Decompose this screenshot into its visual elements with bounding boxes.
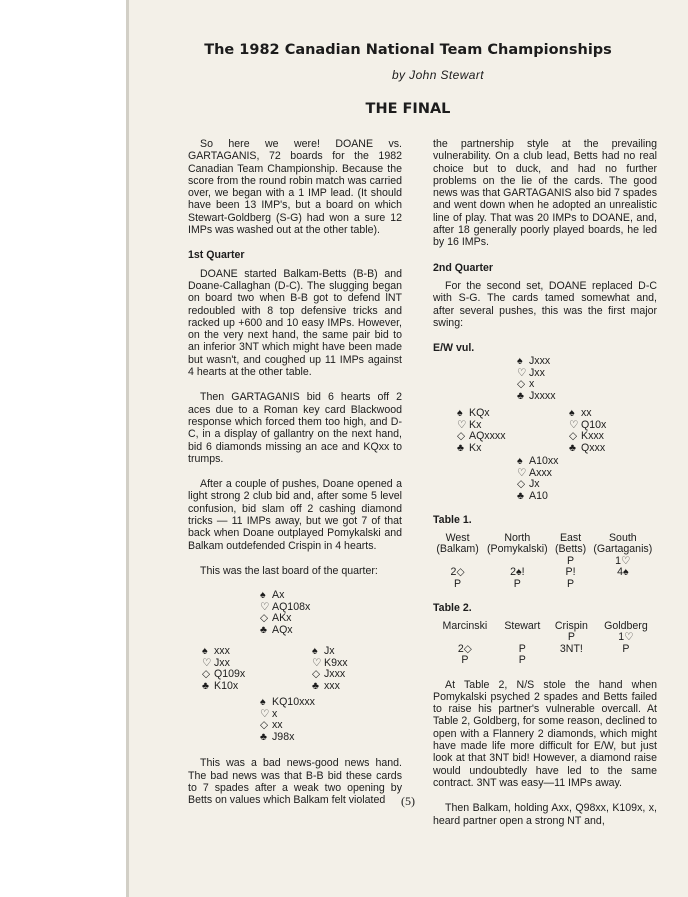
auction-table-1 [433,533,657,591]
spade-icon: ♠ [260,589,266,602]
left-paragraph-6: This was a bad news-good news hand. The bad news was that B-B bid these cards to 7 spades after a weak two opening by Betts on values which Balkam felt violated [188,757,402,807]
spade-icon: ♠ [202,645,208,658]
auction-row: P P P [454,577,575,590]
diamond-icon: ◇ [260,612,269,625]
right-paragraph-1: the partnership style at the prevailing vulnerability. On a club lead, Betts had no real choice but to duck, and had no further problems on the lie of the cards. The good news was that GARTAGANIS also bid 7 spades and went down when he adopted an unrealistic line of play. That was 20 IMPs to DOANE, and, after 18 generally poorly played boards, he led by 16 IMPs. [433,138,657,249]
article-byline: by John Stewart [391,68,485,82]
auction-row: P 1♡ [567,631,634,644]
auction-row: P P [461,654,526,667]
hand2-east: ♠ xx ♡ Q10x ◇ Kxxx ♣ Qxxx [569,407,607,454]
club-icon: ♣ [260,623,267,636]
hand-line: ♠ Ax [260,589,285,602]
subheading-1st-quarter: 1st Quarter [188,249,245,262]
diamond-icon: ◇ [569,430,578,443]
auction-row: P 1♡ [567,554,631,567]
left-paragraph-1: So here we were! DOANE vs. GARTAGANIS, 72 boards for the 1982 Canadian Team Championship. Because the score from the round robin match was carried over, we began with a 1 IMP lead. (It should have been 13 IMP's, but a board on which Stewart-Goldberg (S-G) had won a sure 12 IMPs was washed out at the other table). [188,138,402,237]
section-heading: THE FINAL [365,101,451,117]
diamond-icon: ◇ [457,430,466,443]
club-icon: ♣ [260,730,267,743]
left-paragraph-4: After a couple of pushes, Doane opened a light strong 2 club bid and, after some 5 level confusion, bid slam off 2 cashing diamond tricks — 11 IMPs away, but we got 7 of that back when Doane outplayed Pomykalski and Balkam outdefended Crispin in 4 hearts. [188,478,402,552]
club-icon: ♣ [569,441,576,454]
right-paragraph-3: At Table 2, N/S stole the hand when Pomykalski psyched 2 spades and Betts failed to raise his partner's vulnerable overcall. At Table 2, Goldberg, for some reason, declined to open with a Flannery 2 diamonds, which might have made life more difficult for E/W, but just look at that 3NT bid! However, a diamond raise would undoubtedly have led to the same contract. 3NT was easy—11 IMPs away. [433,678,657,789]
spade-icon: ♠ [312,645,318,658]
club-icon: ♣ [457,441,464,454]
auction-row: 2◇ P 3NT! P [457,642,630,655]
auction-header-row: (Balkam) (Pomykalski) (Betts) (Gartaganis) [436,543,653,556]
spade-icon: ♠ [517,355,523,368]
hand1-east: ♠ Jx ♡ K9xx ◇ Jxxx ♣ xxx [312,645,348,692]
hand1-west: ♠ xxx ♡ Jxx ◇ Q109x ♣ K10x [202,645,246,692]
left-paragraph-2: DOANE started Balkam-Betts (B-B) and Doane-Callaghan (D-C). The slugging began on board two when B-B got to defend lNT redoubled with 8 top defensive tricks and racked up +600 and 10 easy IMPs. However, on the very next hand, the same pair bid to an inferior 3NT which might have been made but wasn't, and coughed up 11 IMPs against 4 hearts at the other table. [188,267,402,379]
heart-icon: ♡ [517,366,527,379]
heart-icon: ♡ [260,600,270,613]
heart-icon: ♡ [457,418,467,431]
club-icon: ♣ [517,389,524,402]
page-edge [126,0,129,897]
diamond-icon: ◇ [202,668,211,681]
bridge-hand-diagram-2 [433,356,657,504]
auction-row: 2◇ 2♠! P! 4♠ [450,566,629,579]
hand2-south: ♠ A10xx ♡ Axxx ◇ Jx ♣ A10 [517,455,559,502]
table-1-caption: Table 1. [433,514,472,527]
auction-header-row: Marcinski Stewart Crispin Goldberg [442,619,648,632]
hand2-north: ♠ Jxxx ♡ Jxx ◇ x ♣ Jxxxx [517,355,556,402]
article-title: The 1982 Canadian National Team Championships [204,42,612,58]
diamond-icon: ◇ [517,378,526,391]
bridge-hand-diagram-1 [188,590,402,747]
left-column [188,138,402,819]
hand-line: ◇ AKx [260,612,292,625]
spade-icon: ♠ [569,407,575,420]
left-paragraph-3: Then GARTAGANIS bid 6 hearts off 2 aces due to a Roman key card Blackwood response which forced them too high, and D-C, in a display of gallantry on the next hand, bid 6 diamonds missing an ace and KQxx to trumps. [188,391,402,465]
hand-line: ♡ AQ108x [260,600,311,613]
auction-table-2 [433,621,657,667]
diamond-icon: ◇ [517,478,526,491]
heart-icon: ♡ [517,466,527,479]
page-number: (5) [401,794,415,808]
spade-icon: ♠ [260,696,266,709]
spade-icon: ♠ [457,407,463,420]
heart-icon: ♡ [202,656,212,669]
heart-icon: ♡ [260,707,270,720]
club-icon: ♣ [312,679,319,692]
table-2-caption: Table 2. [433,602,472,615]
club-icon: ♣ [202,679,209,692]
hand1-south: ♠ KQ10xxx ♡ x ◇ xx ♣ J98x [260,696,315,743]
vulnerability-label: E/W vul. [433,342,475,355]
hand1-north [260,590,310,636]
hand2-west: ♠ KQx ♡ Kx ◇ AQxxxx ♣ Kx [457,407,506,454]
auction-header-row: West North East South [445,531,637,544]
right-paragraph-2: For the second set, DOANE replaced D-C with S-G. The cards tamed somewhat and, after several pushes, this was the first major swing: [433,279,657,329]
right-column [433,138,657,840]
heart-icon: ♡ [312,656,322,669]
right-paragraph-4: Then Balkam, holding Axx, Q98xx, K109x, x, heard partner open a strong NT and, [433,802,657,827]
heart-icon: ♡ [569,418,579,431]
diamond-icon: ◇ [312,668,321,681]
diamond-icon: ◇ [260,719,269,732]
club-icon: ♣ [517,489,524,502]
hand-line: ♣ AQx [260,623,293,636]
subheading-2nd-quarter: 2nd Quarter [433,261,494,274]
spade-icon: ♠ [517,455,523,468]
left-paragraph-5: This was the last board of the quarter: [200,564,378,577]
